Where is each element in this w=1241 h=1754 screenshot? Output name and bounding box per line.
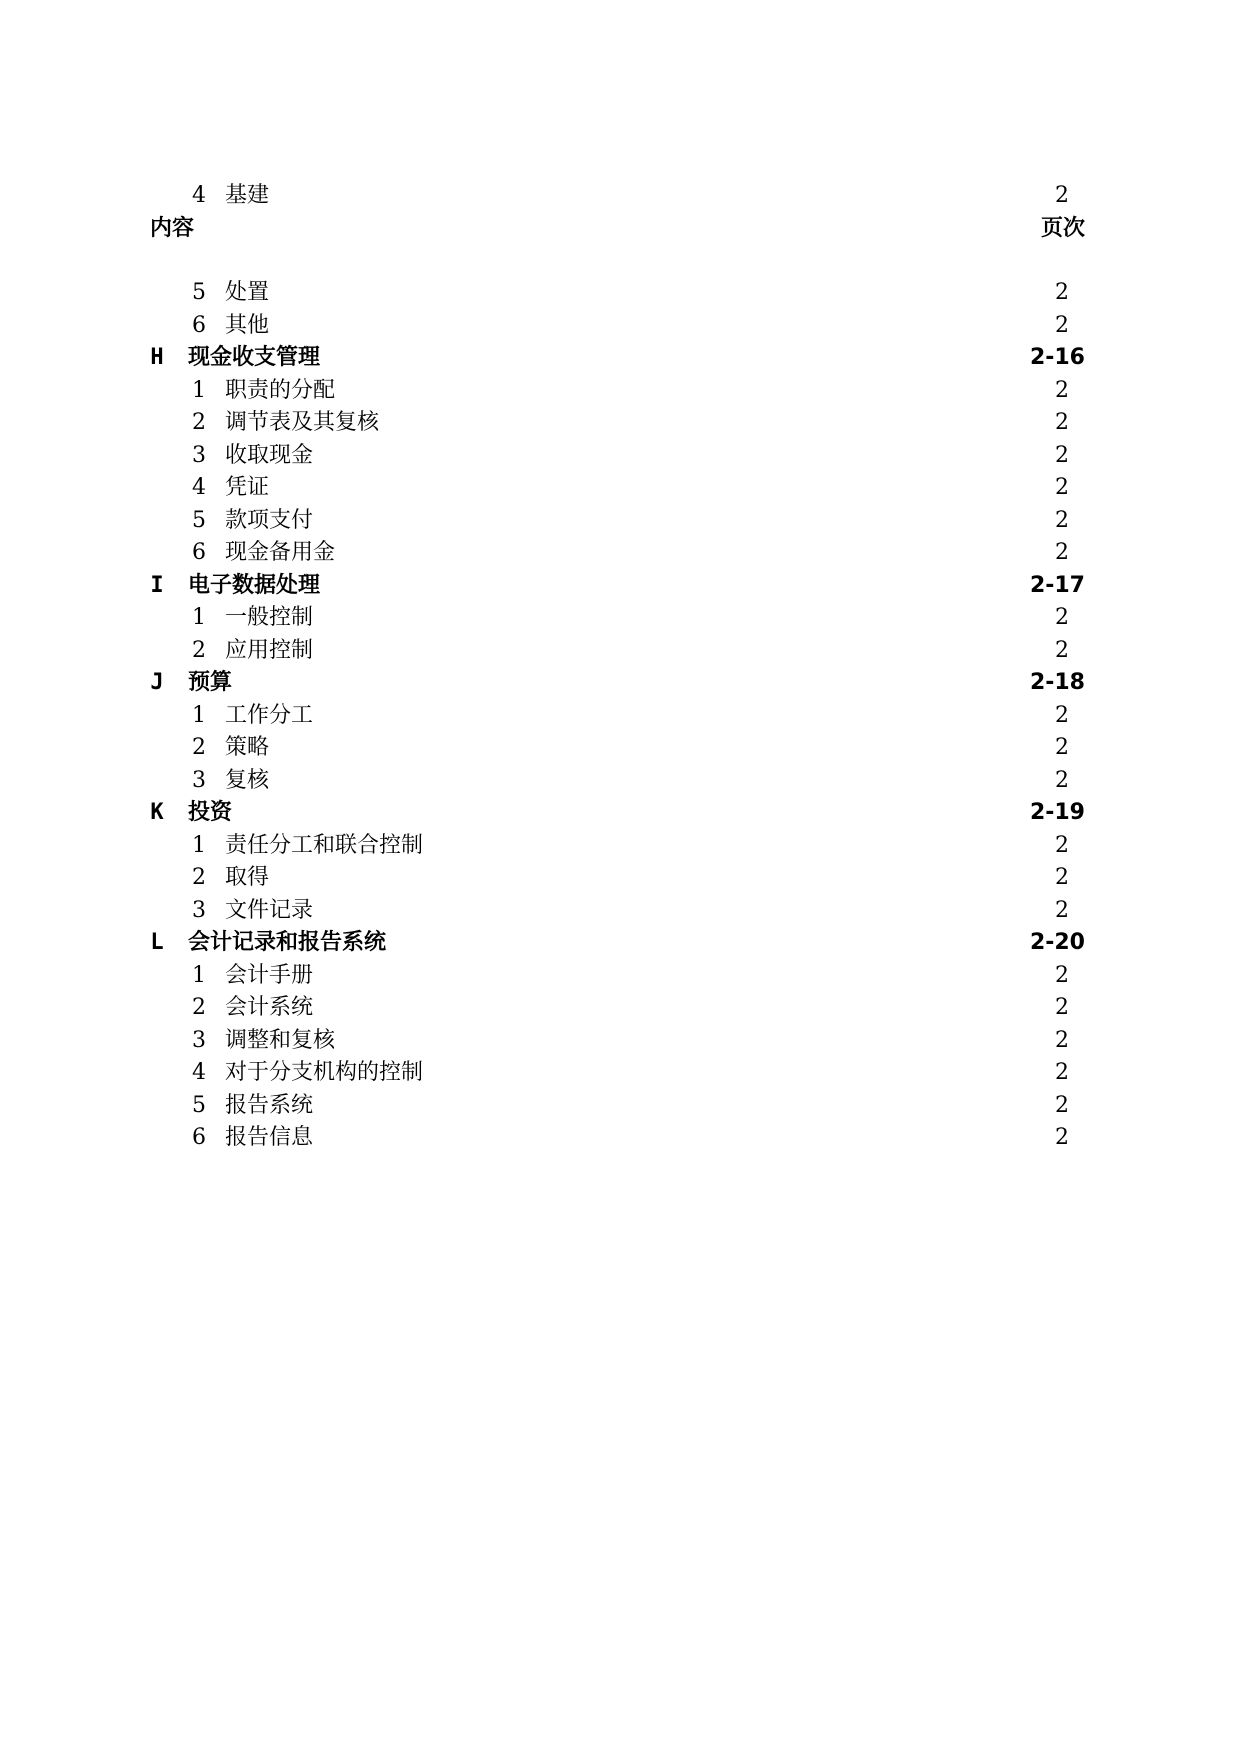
item-number: 5 — [192, 507, 206, 533]
toc-item — [150, 635, 1085, 668]
item-page: 2 — [1055, 637, 1069, 663]
item-title: 款项支付 — [225, 507, 314, 533]
item-number: 3 — [192, 897, 206, 923]
toc-item — [150, 440, 1085, 473]
item-number: 1 — [192, 377, 206, 403]
spacer — [150, 245, 1085, 277]
toc-item — [150, 1122, 1085, 1155]
toc-section — [150, 570, 1085, 603]
item-page: 2 — [1055, 1060, 1069, 1085]
toc-item — [150, 310, 1085, 343]
item-title: 收取现金 — [225, 442, 314, 468]
item-title: 职责的分配 — [225, 377, 336, 403]
toc-item — [150, 407, 1085, 440]
item-number: 1 — [192, 962, 206, 988]
item-number: 5 — [192, 1092, 206, 1118]
section-item-page: 2-17 — [1029, 572, 1085, 598]
toc-item — [150, 537, 1085, 570]
item-page: 2 — [1055, 1092, 1069, 1118]
item-number: 3 — [192, 442, 206, 468]
item-title: 策略 — [225, 735, 270, 760]
item-page: 2 — [1055, 507, 1069, 533]
section-item-title: 预算 — [188, 670, 233, 695]
header-contents-label: 内容 — [150, 215, 195, 241]
toc-section — [150, 927, 1085, 960]
item-title: 基建 — [225, 183, 270, 208]
item-number: 3 — [192, 767, 206, 793]
item-title: 调节表及其复核 — [225, 410, 380, 435]
item-title: 责任分工和联合控制 — [225, 832, 424, 858]
item-number: 4 — [192, 183, 206, 208]
item-page: 2 — [1055, 410, 1069, 435]
item-title: 会计手册 — [225, 962, 314, 988]
item-title: 文件记录 — [225, 897, 314, 923]
toc-item — [150, 180, 1085, 213]
item-number: 2 — [192, 735, 206, 760]
toc-item — [150, 895, 1085, 928]
item-number: 1 — [192, 605, 206, 630]
item-title: 对于分支机构的控制 — [225, 1060, 424, 1085]
item-title: 报告信息 — [225, 1125, 314, 1150]
item-number: 6 — [192, 312, 206, 338]
item-title: 处置 — [225, 280, 270, 305]
item-title: 现金备用金 — [225, 540, 336, 565]
item-page: 2 — [1055, 962, 1069, 988]
item-number: 3 — [192, 1027, 206, 1053]
item-title: 其他 — [225, 312, 270, 338]
item-title: 取得 — [225, 865, 270, 890]
toc-item — [150, 602, 1085, 635]
item-number: 2 — [192, 995, 206, 1020]
item-page: 2 — [1055, 377, 1069, 403]
toc-item — [150, 960, 1085, 993]
section-item-number: L — [150, 930, 164, 955]
section-item-number: K — [150, 800, 164, 825]
section-item-title: 现金收支管理 — [188, 345, 321, 370]
item-title: 凭证 — [225, 475, 270, 500]
item-number: 2 — [192, 865, 206, 890]
item-page: 2 — [1055, 280, 1069, 305]
item-page: 2 — [1055, 897, 1069, 923]
item-page: 2 — [1055, 605, 1069, 630]
item-page: 2 — [1055, 735, 1069, 760]
item-number: 4 — [192, 475, 206, 500]
item-page: 2 — [1055, 312, 1069, 338]
table-of-contents — [150, 180, 1085, 1155]
toc-item — [150, 1025, 1085, 1058]
item-title: 一般控制 — [225, 605, 314, 630]
section-item-title: 电子数据处理 — [188, 572, 321, 598]
section-item-number: I — [150, 572, 164, 598]
toc-item — [150, 862, 1085, 895]
item-number: 6 — [192, 1125, 206, 1150]
item-title: 复核 — [225, 767, 270, 793]
toc-section — [150, 667, 1085, 700]
section-item-page: 2-18 — [1029, 670, 1085, 695]
toc-item — [150, 277, 1085, 310]
toc-item — [150, 375, 1085, 408]
section-item-title: 会计记录和报告系统 — [188, 930, 387, 955]
item-number: 4 — [192, 1060, 206, 1085]
item-page: 2 — [1055, 475, 1069, 500]
item-number: 1 — [192, 832, 206, 858]
item-number: 5 — [192, 280, 206, 305]
toc-item — [150, 700, 1085, 733]
item-page: 2 — [1055, 540, 1069, 565]
toc-rows — [150, 277, 1085, 1155]
section-item-page: 2-16 — [1029, 345, 1085, 370]
item-title: 会计系统 — [225, 995, 314, 1020]
item-title: 工作分工 — [225, 702, 314, 728]
item-page: 2 — [1055, 702, 1069, 728]
toc-item — [150, 732, 1085, 765]
item-number: 2 — [192, 637, 206, 663]
item-number: 1 — [192, 702, 206, 728]
item-title: 报告系统 — [225, 1092, 314, 1118]
header-page-label: 页次 — [1040, 215, 1085, 241]
toc-item — [150, 830, 1085, 863]
item-page: 2 — [1055, 442, 1069, 468]
section-item-page: 2-19 — [1029, 800, 1085, 825]
toc-section — [150, 342, 1085, 375]
item-number: 6 — [192, 540, 206, 565]
item-page: 2 — [1055, 1027, 1069, 1053]
item-page: 2 — [1055, 995, 1069, 1020]
toc-item — [150, 472, 1085, 505]
toc-section — [150, 797, 1085, 830]
item-title: 调整和复核 — [225, 1027, 336, 1053]
toc-item — [150, 505, 1085, 538]
item-page: 2 — [1055, 767, 1069, 793]
section-item-number: H — [150, 345, 164, 370]
section-item-page: 2-20 — [1029, 930, 1085, 955]
toc-item — [150, 992, 1085, 1025]
section-item-number: J — [150, 670, 164, 695]
toc-item — [150, 765, 1085, 798]
item-page: 2 — [1055, 865, 1069, 890]
item-page: 2 — [1055, 1125, 1069, 1150]
item-page: 2 — [1055, 832, 1069, 858]
section-item-title: 投资 — [188, 800, 233, 825]
toc-header — [150, 213, 1085, 246]
item-number: 2 — [192, 410, 206, 435]
item-page: 2 — [1055, 183, 1069, 208]
toc-item — [150, 1057, 1085, 1090]
toc-item — [150, 1090, 1085, 1123]
item-title: 应用控制 — [225, 637, 314, 663]
